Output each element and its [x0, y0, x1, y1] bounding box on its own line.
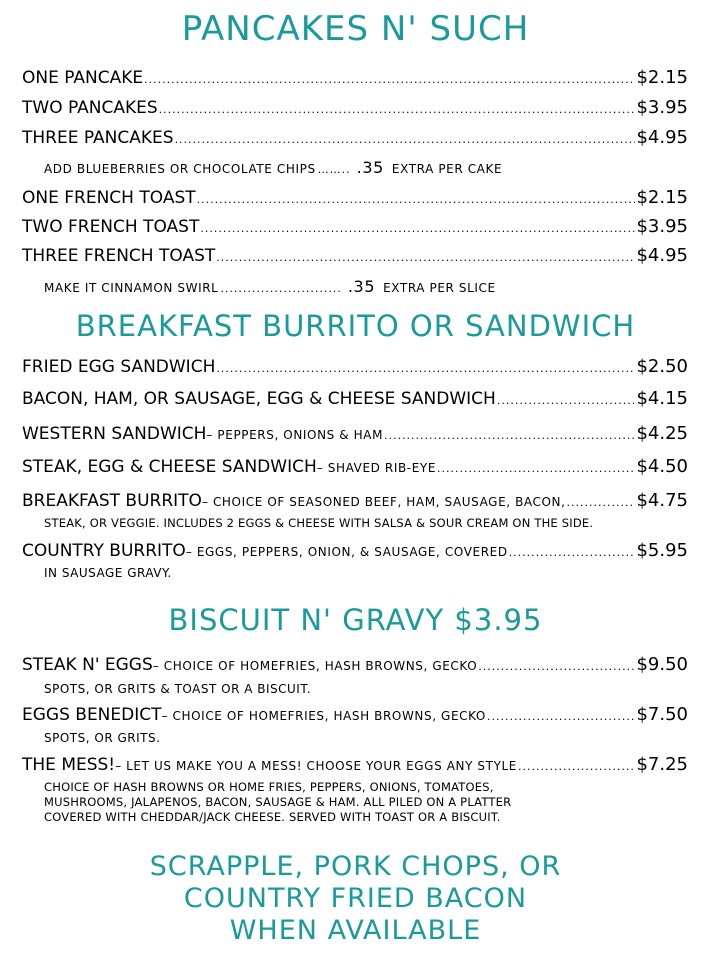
item-price: $4.50: [636, 456, 688, 477]
leader-dots: ...........................: [220, 282, 342, 295]
addon-line: [44, 279, 496, 297]
leader-dots: [175, 130, 636, 150]
leader-dots: [159, 100, 636, 120]
addon-label: MAKE IT CINNAMON SWIRL: [44, 281, 219, 295]
item-name: BREAKFAST BURRITO: [22, 491, 202, 511]
item-name: ONE FRENCH TOAST: [22, 188, 196, 208]
menu-item: [22, 98, 688, 120]
section-title-pancakes: PANCAKES N' SUCH: [181, 9, 530, 49]
item-price: $7.50: [636, 704, 688, 725]
item-description: – LET US MAKE YOU A MESS! CHOOSE YOUR EGGS ANY STYLE: [115, 759, 517, 773]
item-name: TWO FRENCH TOAST: [22, 217, 200, 237]
menu-item: [22, 541, 688, 563]
item-name: WESTERN SANDWICH: [22, 424, 207, 444]
item-price: $4.75: [636, 490, 688, 511]
item-price: $3.95: [636, 97, 688, 118]
leader-dots: [509, 543, 636, 563]
item-name: BACON, HAM, OR SAUSAGE, EGG & CHEESE SANDWICH: [22, 389, 496, 409]
item-name: THE MESS!: [22, 755, 116, 775]
leader-dots: [487, 707, 635, 727]
item-description: – SHAVED RIB-EYE: [316, 461, 437, 475]
footer-line: WHEN AVAILABLE: [229, 915, 482, 946]
item-price: $4.15: [636, 388, 688, 409]
item-price: $9.50: [636, 654, 688, 675]
leader-dots: [384, 426, 635, 446]
addon-note: EXTRA PER CAKE: [391, 162, 503, 176]
menu-item: [22, 357, 688, 379]
leader-dots: [497, 391, 636, 411]
menu-item: [22, 128, 688, 150]
item-price: $2.50: [636, 356, 688, 377]
item-description: – PEPPERS, ONIONS & HAM: [206, 428, 384, 442]
item-price: $4.95: [636, 127, 688, 148]
leader-dots: [200, 219, 635, 239]
leader-dots: [216, 248, 635, 268]
leader-dots: [518, 757, 635, 777]
item-price: $2.15: [636, 187, 688, 208]
item-description: – CHOICE OF HOMEFRIES, HASH BROWNS, GECKO: [152, 659, 478, 673]
leader-dots: [478, 657, 635, 677]
menu-item: [22, 68, 688, 90]
item-description-continued: SPOTS, OR GRITS.: [44, 731, 161, 745]
leader-dots: [144, 70, 635, 90]
footer-line: COUNTRY FRIED BACON: [183, 883, 528, 914]
item-description-continued: MUSHROOMS, JALAPENOS, BACON, SAUSAGE & HAM. ALL PILED ON A PLATTER: [44, 795, 512, 809]
item-description-continued: CHOICE OF HASH BROWNS OR HOME FRIES, PEPPERS, ONIONS, TOMATOES,: [44, 780, 494, 794]
addon-line: [44, 160, 502, 178]
item-description-continued: SPOTS, OR GRITS & TOAST OR A BISCUIT.: [44, 682, 312, 696]
item-name: TWO PANCAKES: [22, 98, 158, 118]
item-price: $4.25: [636, 423, 688, 444]
leader-dots: [197, 190, 636, 210]
item-description-continued: COVERED WITH CHEDDAR/JACK CHEESE. SERVED WITH TOAST OR A BISCUIT.: [44, 810, 501, 824]
addon-label: ADD BLUEBERRIES OR CHOCOLATE CHIPS: [44, 162, 316, 176]
addon-note: EXTRA PER SLICE: [383, 281, 496, 295]
item-name: EGGS BENEDICT: [22, 705, 162, 725]
menu-item: [22, 188, 688, 210]
menu-item: [22, 755, 688, 777]
item-name: STEAK, EGG & CHEESE SANDWICH: [22, 457, 317, 477]
item-name: COUNTRY BURRITO: [22, 541, 186, 561]
leader-dots: ……..: [317, 163, 351, 176]
item-price: $2.15: [636, 67, 688, 88]
item-price: $4.95: [636, 245, 688, 266]
item-description: – CHOICE OF SEASONED BEEF, HAM, SAUSAGE, BACON,: [201, 495, 566, 509]
item-price: $7.25: [636, 754, 688, 775]
item-name: THREE PANCAKES: [22, 128, 174, 148]
item-name: STEAK N' EGGS: [22, 655, 153, 675]
menu-item: [22, 246, 688, 268]
menu-item: [22, 389, 688, 411]
leader-dots: [437, 459, 635, 479]
item-description-continued: STEAK, OR VEGGIE. INCLUDES 2 EGGS & CHEESE WITH SALSA & SOUR CREAM ON THE SIDE.: [44, 516, 594, 530]
item-description: – CHOICE OF HOMEFRIES, HASH BROWNS, GECKO: [161, 709, 486, 723]
menu-item: [22, 655, 688, 677]
addon-amount: .35: [347, 277, 376, 296]
addon-amount: .35: [356, 158, 384, 177]
section-title-burrito: BREAKFAST BURRITO OR SANDWICH: [75, 309, 636, 343]
item-price: $5.95: [636, 540, 688, 561]
menu-item: [22, 457, 688, 479]
menu-item: [22, 705, 688, 727]
menu-item: [22, 424, 688, 446]
leader-dots: [567, 493, 636, 513]
leader-dots: [216, 359, 635, 379]
item-description-continued: IN SAUSAGE GRAVY.: [44, 566, 172, 580]
menu-item: [22, 217, 688, 239]
section-title-biscuit: BISCUIT N' GRAVY $3.95: [168, 603, 543, 637]
menu-item: [22, 491, 688, 513]
item-name: ONE PANCAKE: [22, 68, 144, 88]
item-price: $3.95: [636, 216, 688, 237]
item-name: THREE FRENCH TOAST: [22, 246, 216, 266]
item-name: FRIED EGG SANDWICH: [22, 357, 216, 377]
footer-line: SCRAPPLE, PORK CHOPS, OR: [149, 851, 562, 882]
item-description: – EGGS, PEPPERS, ONION, & SAUSAGE, COVERED: [185, 545, 508, 559]
